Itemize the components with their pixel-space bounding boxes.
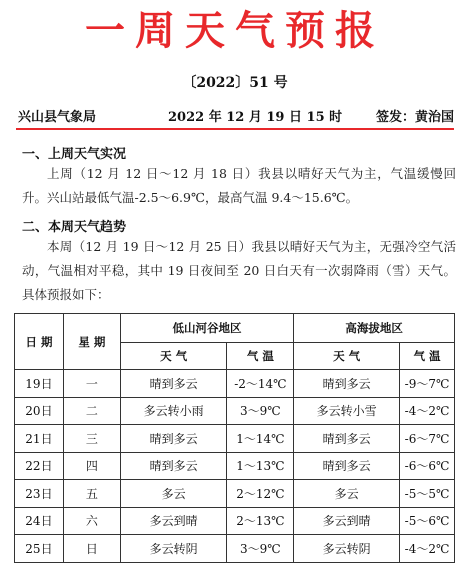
cell-low-weather: 晴到多云 — [120, 370, 227, 398]
cell-weekday: 二 — [63, 397, 120, 425]
table-row — [15, 425, 455, 453]
document-number: 〔2022〕51 号 — [182, 75, 288, 91]
cell-high-temp: -4～2℃ — [400, 397, 455, 425]
cell-high-temp: -9～7℃ — [400, 370, 455, 398]
cell-low-temp: 2～12℃ — [227, 480, 294, 508]
cell-low-temp: 3～9℃ — [227, 535, 294, 563]
signer: 签发：黄治国 — [375, 110, 454, 125]
cell-low-weather: 晴到多云 — [120, 452, 227, 480]
document-meta — [18, 106, 454, 124]
cell-date: 20日 — [15, 397, 64, 425]
issuing-org: 兴山县气象局 — [18, 110, 97, 125]
cell-high-weather: 多云转阴 — [294, 535, 400, 563]
section2-text: 本周（12 月 19 日～12 月 25 日）我县以晴好天气为主，无强冷空气活动，气温相对平稳，其中 19 日夜间至 20 日白天有一次弱降雨（雪）天气。具体预报如下： — [22, 239, 456, 302]
header-low-temp: 气 温 — [227, 343, 294, 370]
header-low-weather: 天 气 — [120, 343, 227, 370]
document-title: 一周天气预报 — [85, 8, 385, 54]
cell-date: 24日 — [15, 507, 64, 535]
header-date: 日 期 — [15, 314, 64, 370]
cell-low-temp: 3～9℃ — [227, 397, 294, 425]
table-row — [15, 480, 455, 508]
section2-heading: 二、本周天气趋势 — [22, 220, 127, 235]
cell-date: 19日 — [15, 370, 64, 398]
header-high-temp: 气 温 — [400, 343, 455, 370]
cell-weekday: 五 — [63, 480, 120, 508]
cell-high-weather: 晴到多云 — [294, 370, 400, 398]
cell-date: 23日 — [15, 480, 64, 508]
cell-date: 21日 — [15, 425, 64, 453]
cell-high-temp: -5～6℃ — [400, 507, 455, 535]
forecast-table — [14, 313, 455, 563]
section1-text: 上周（12 月 12 日～12 月 18 日）我县以晴好天气为主，气温缓慢回升。兴山站最低气温-2.5～6.9℃，最高气温 9.4～15.6℃。 — [22, 166, 456, 205]
cell-high-temp: -4～2℃ — [400, 535, 455, 563]
cell-weekday: 一 — [63, 370, 120, 398]
cell-weekday: 三 — [63, 425, 120, 453]
header-region-high: 高海拔地区 — [294, 314, 455, 343]
red-divider — [16, 128, 454, 130]
cell-high-weather: 晴到多云 — [294, 452, 400, 480]
header-high-weather: 天 气 — [294, 343, 400, 370]
cell-low-weather: 多云 — [120, 480, 227, 508]
cell-low-weather: 多云转阴 — [120, 535, 227, 563]
cell-low-weather: 多云到晴 — [120, 507, 227, 535]
cell-date: 25日 — [15, 535, 64, 563]
issue-date: 2022 年 12 月 19 日 15 时 — [168, 110, 343, 125]
cell-weekday: 六 — [63, 507, 120, 535]
header-region-low: 低山河谷地区 — [120, 314, 294, 343]
cell-weekday: 日 — [63, 535, 120, 563]
cell-weekday: 四 — [63, 452, 120, 480]
cell-high-weather: 多云到晴 — [294, 507, 400, 535]
cell-high-temp: -6～7℃ — [400, 425, 455, 453]
cell-low-temp: 2～13℃ — [227, 507, 294, 535]
table-row — [15, 507, 455, 535]
cell-high-weather: 晴到多云 — [294, 425, 400, 453]
cell-high-temp: -6～6℃ — [400, 452, 455, 480]
cell-date: 22日 — [15, 452, 64, 480]
cell-low-temp: 1～14℃ — [227, 425, 294, 453]
cell-high-weather: 多云 — [294, 480, 400, 508]
table-row — [15, 397, 455, 425]
cell-low-temp: -2～14℃ — [227, 370, 294, 398]
cell-low-temp: 1～13℃ — [227, 452, 294, 480]
cell-high-temp: -5～5℃ — [400, 480, 455, 508]
header-weekday: 星 期 — [63, 314, 120, 370]
cell-high-weather: 多云转小雪 — [294, 397, 400, 425]
cell-low-weather: 多云转小雨 — [120, 397, 227, 425]
cell-low-weather: 晴到多云 — [120, 425, 227, 453]
section1-heading: 一、上周天气实况 — [22, 147, 127, 162]
table-row — [15, 370, 455, 398]
table-row — [15, 535, 455, 563]
table-row — [15, 452, 455, 480]
